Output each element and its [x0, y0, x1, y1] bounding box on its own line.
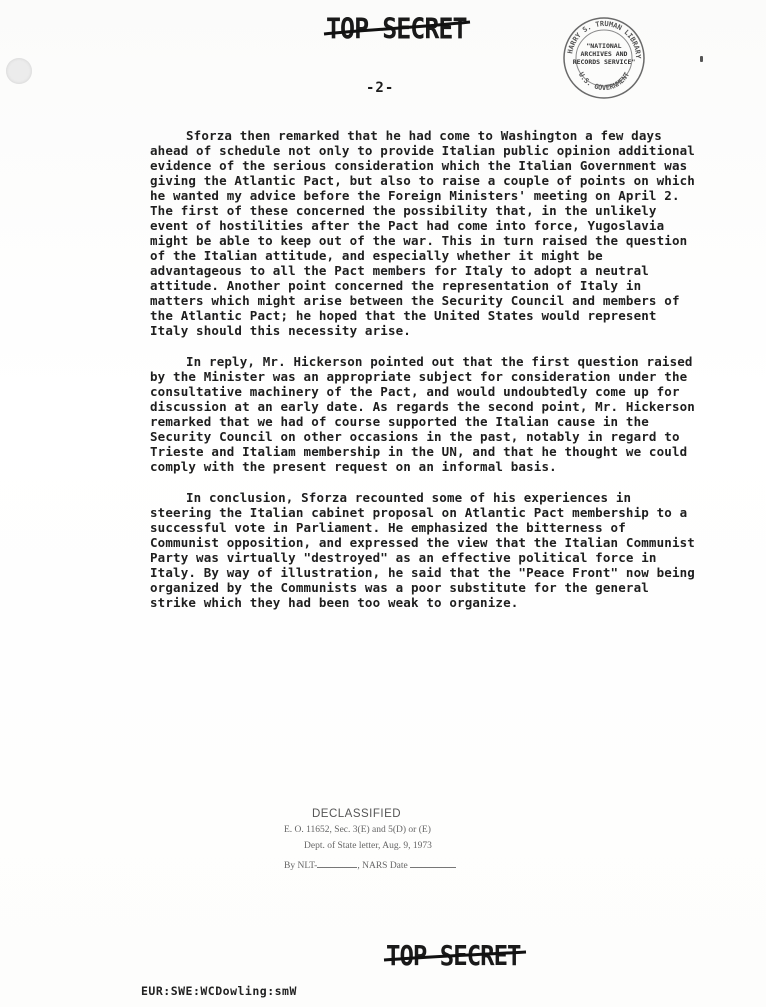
svg-text:U.S. GOVERNMENT [577, 71, 631, 92]
nars-date-label: , NARS Date [357, 861, 408, 871]
classification-footer: TOP SECRET [386, 939, 521, 973]
paragraph-1: Sforza then remarked that he had come to Washington a few days ahead of schedule not only to provide Italian public opinion additional evidence of the serious consideration which the Italian Government was giving the Atlantic Pact, but also to raise a couple of points on which he wanted my advice before the Foreign Ministers' meeting on April 2. The first of these concerned the possibility that, in the unlikely event of hostilities after the Pact had come into force, Yugoslavia might be able to keep out of the war. This in turn raised the question of the Italian attitude, and especially whether it might be advantageous to all the Pact members for Italy to adopt a neutral attitude. Another point concerned the representation of Italy in matters which might arise between the Security Council and members of the Atlantic Pact; he hoped that the United States would represent Italy should this necessity arise. [150, 128, 695, 338]
declassification-stamp [284, 808, 494, 871]
memo-body [150, 128, 698, 626]
stamp-center-text: "NATIONAL ARCHIVES AND RECORDS SERVICE" [572, 42, 636, 66]
drafter-reference: EUR:SWE:WCDowling:smW [141, 984, 297, 998]
paragraph-3: In conclusion, Sforza recounted some of his experiences in steering the Italian cabinet proposal on Atlantic Pact membership to a successful vote in Parliament. He emphasized the bitterness of Communist opposition, and expressed the view that the Italian Communist Party was virtually "destroyed" as an effective political force in Italy. By way of illustration, he said that the "Peace Front" now being organized by the Communists was a poor substitute for the general strike which they had been too weak to organize. [150, 490, 695, 610]
page-number: -2- [366, 80, 395, 96]
date-blank-line [410, 859, 456, 868]
stamp-ring-top: HARRY S. TRUMAN LIBRARY [566, 19, 643, 59]
classification-header: TOP SECRET [326, 11, 467, 46]
declassified-authority: E. O. 11652, Sec. 3(E) and 5(D) or (E) [284, 825, 431, 835]
stamp-ring-bottom: U.S. GOVERNMENT [576, 70, 632, 93]
paper-speck [700, 56, 703, 62]
declassified-signoff [284, 859, 494, 871]
declassified-title: DECLASSIFIED [312, 808, 402, 820]
classification-strikethrough-bottom [382, 948, 528, 968]
binder-hole [6, 58, 32, 84]
declassified-letter: Dept. of State letter, Aug. 9, 1973 [304, 841, 432, 851]
declassified-by-label: By NLT- [284, 861, 318, 871]
by-blank-line [317, 859, 357, 868]
paragraph-2: In reply, Mr. Hickerson pointed out that the first question raised by the Minister was an appropriate subject for consideration under the consultative machinery of the Pact, and would undoubtedly come up for discussion at an early date. As regards the second point, Mr. Hickerson remarked that we had of course supported the Italian cause in the Security Council on other occasions in the past, notably in regard to Trieste and Italiam membership in the UN, and that he thought we could comply with the present request on an informal basis. [150, 354, 695, 474]
classification-strikethrough-top [322, 20, 472, 40]
